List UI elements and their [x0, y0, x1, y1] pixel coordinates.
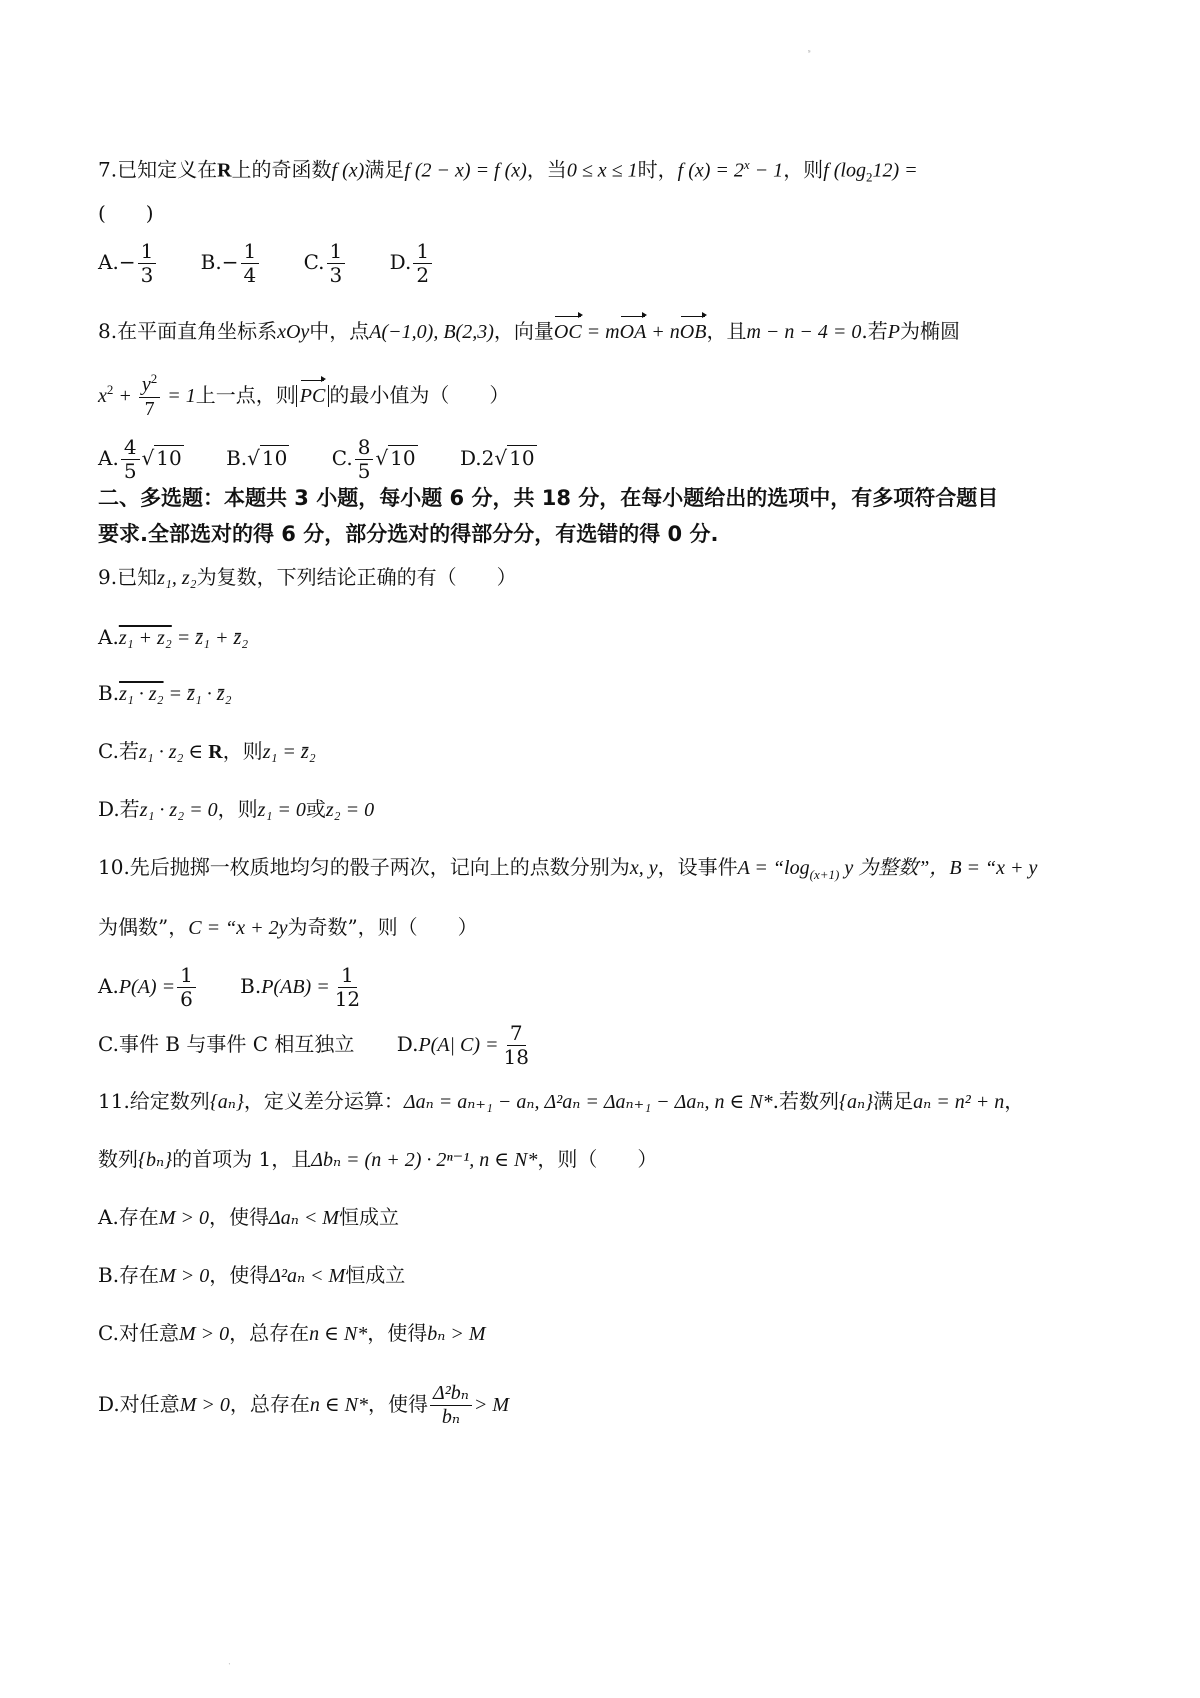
q7-option-b: B.− $\frac{1}{4}$ — [201, 240, 262, 287]
q7-prefix: 7.已知定义在 — [98, 157, 218, 182]
q8-option-d: D.2√ 10 — [459, 446, 535, 470]
q8-options — [98, 436, 573, 483]
q7-fx2: f (x) = 2 — [677, 159, 744, 182]
q7-f-log: f (log — [823, 159, 866, 182]
q10-stem-line2: 为偶数”，C = “x + 2y为奇数”，则（ ） — [98, 915, 478, 939]
q7-exp: x — [743, 157, 750, 172]
q10-options-cd — [98, 1022, 570, 1069]
q10-option-c: C.事件 B 与事件 C 相互独立 — [98, 1032, 355, 1056]
q7-option-d: D. $\frac{1}{2}$ — [390, 240, 434, 287]
q11-option-b: B.存在M > 0，使得Δ²aₙ < M恒成立 — [98, 1263, 406, 1287]
q7-mid5: ，则 — [783, 157, 824, 182]
q7-mid3: ，当 — [526, 157, 567, 182]
footer-mark: ˑ — [228, 1660, 231, 1669]
q8-stem: 8.在平面直角坐标系xOy中，点A(−1,0), B(2,3)，向量OC = mOA + nOB，且m − n − 4 = 0.若P为椭圆 — [98, 319, 960, 343]
q10-option-a: A.P(A) = $\frac{1}{6}$ — [98, 964, 198, 1011]
q7-paren: ( ) — [98, 201, 154, 225]
q10-stem: 10.先后抛掷一枚质地均匀的骰子两次，记向上的点数分别为x, y，设事件$A = “\log_{(x+1)}$ y 为整数”，B = “x + y — [98, 855, 1038, 882]
q10-options-ab — [98, 964, 401, 1011]
q7-mid1: 上的奇函数 — [231, 157, 332, 182]
abs-pc: PC — [296, 385, 330, 407]
q11-option-d: D.对任意M > 0，总存在n ∈ N*，使得 $\frac{\text{Δ²bₙ}}{\text{bₙ}}$ > M — [98, 1382, 509, 1428]
q7-option-c: C. $\frac{1}{3}$ — [304, 240, 348, 287]
q8-stem-line2: $x^2$ + $\frac{y^2}{7}$ = 1上一点，则 PC 的最小值为（ ） — [98, 371, 510, 420]
q7-option-a: A.− $\frac{1}{3}$ — [98, 240, 158, 287]
q7-minus1: − 1 — [749, 159, 784, 182]
q9-option-b: B.z₁ · z₂ = z̄₁ · z̄₂ — [98, 681, 232, 705]
q9-stem: 9.已知z₁, z₂为复数，下列结论正确的有（ ） — [98, 565, 517, 589]
q7-fx1: f (x) — [331, 159, 365, 182]
q8-option-c: C. $\frac{8}{5}$ √ 10 — [331, 435, 416, 483]
q9-option-c: C.若z₁ · z₂ ∈ R，则z₁ = z̄₂ — [98, 739, 316, 763]
q7-log-base: 2 — [865, 169, 873, 185]
vector-oc: OC — [553, 321, 582, 343]
vector-oa: OA — [619, 321, 647, 343]
q11-option-c: C.对任意M > 0，总存在n ∈ N*，使得bₙ > M — [98, 1321, 486, 1345]
q9-option-d: D.若z₁ · z₂ = 0，则z₁ = 0或z₂ = 0 — [98, 797, 375, 821]
q7-mid2: 满足 — [364, 157, 405, 182]
q8-option-a: A. $\frac{4}{5}$ √ 10 — [98, 435, 182, 483]
q11-option-a: A.存在M > 0，使得Δaₙ < M恒成立 — [98, 1205, 399, 1229]
header-mark: ˢ — [808, 48, 811, 57]
q11-stem: 11.给定数列{aₙ}，定义差分运算：Δaₙ = aₙ₊₁ − aₙ, Δ²aₙ = Δaₙ₊₁ − Δaₙ, n ∈ N*.若数列{aₙ}满足aₙ = n² + n， — [98, 1089, 1025, 1113]
section-2-title: 二、多选题：本题共 3 小题，每小题 6 分，共 18 分，在每小题给出的选项中，有多项符合题目 — [98, 486, 999, 510]
q7-mid4: 时， — [637, 157, 678, 182]
vector-ob: OB — [679, 321, 707, 343]
q7-cond: f (2 − x) = f (x) — [404, 159, 527, 182]
q10-option-d: D.P(A| C) = $\frac{7}{18}$ — [396, 1021, 529, 1069]
q11-stem-line2: 数列{bₙ}的首项为 1，且Δbₙ = (n + 2) · 2ⁿ⁻¹, n ∈ N*，则（ ） — [98, 1147, 658, 1171]
section-2-title-line2: 要求.全部选对的得 6 分，部分选对的得部分分，有选错的得 0 分. — [98, 522, 719, 546]
q7-range: 0 ≤ x ≤ 1 — [566, 159, 638, 182]
q7-options — [98, 240, 470, 287]
q7-log-arg: 12) = — [872, 159, 918, 182]
q7-set-r: R — [217, 159, 232, 182]
q7-stem — [98, 152, 918, 191]
q9-option-a: A.z₁ + z₂ = z̄₁ + z̄₂ — [98, 625, 249, 649]
q10-option-b: B.P(AB) = $\frac{1}{12}$ — [240, 963, 361, 1011]
q8-option-b: B.√ 10 — [226, 446, 288, 470]
